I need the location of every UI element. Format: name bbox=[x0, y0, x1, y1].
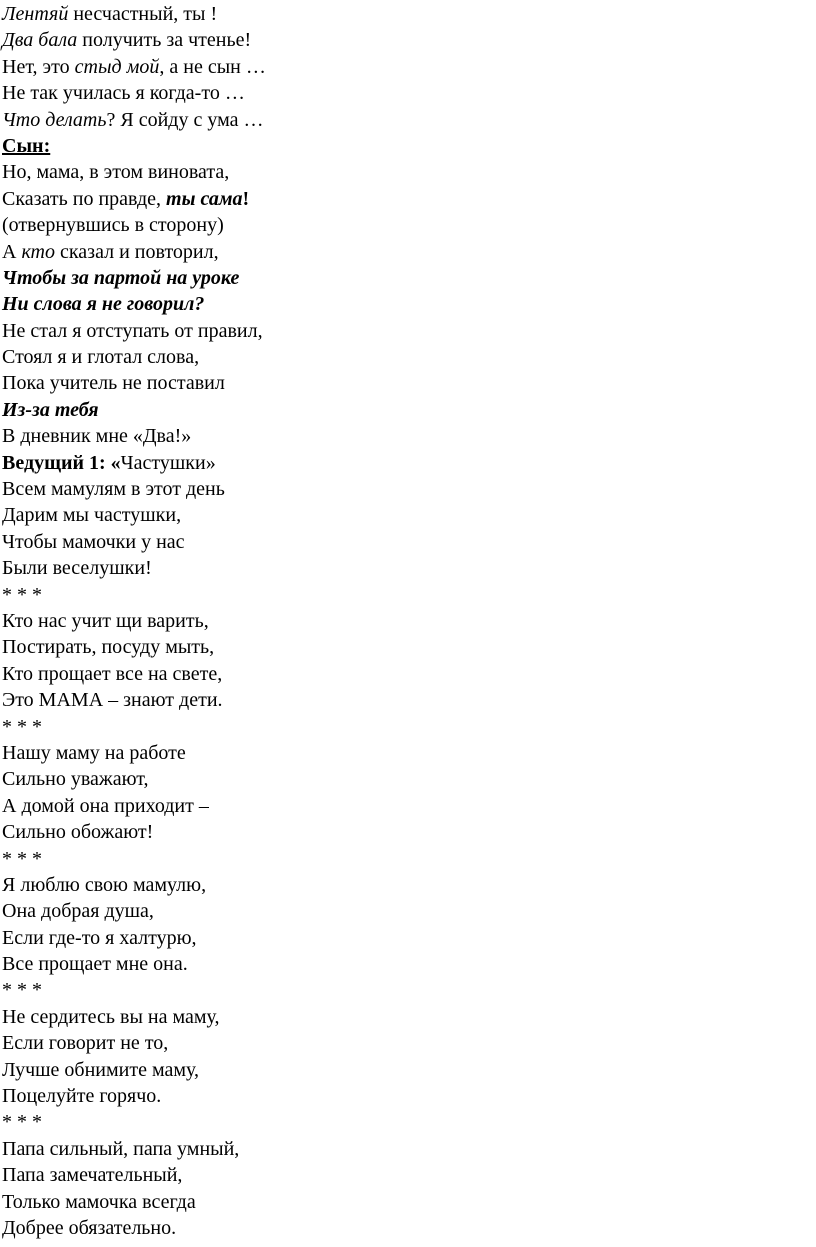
text-run: Папа замечательный, bbox=[2, 1164, 183, 1187]
text-line bbox=[2, 872, 816, 898]
text-run: Всем мамулям в этот день bbox=[2, 478, 225, 501]
text-run: * * * bbox=[2, 979, 42, 1002]
text-run: Поцелуйте горячо. bbox=[2, 1085, 162, 1108]
text-run: Кто нас учит щи варить, bbox=[2, 609, 209, 632]
document-text bbox=[2, 1, 816, 1241]
text-run: Сказать по правде, bbox=[2, 187, 167, 210]
text-run: ! bbox=[242, 187, 250, 210]
text-line bbox=[2, 397, 816, 423]
text-line bbox=[2, 1, 816, 27]
text-run: Ни слова я не говорил? bbox=[2, 293, 205, 316]
text-line bbox=[2, 687, 816, 713]
text-line bbox=[2, 186, 816, 212]
text-run: Лентяй bbox=[2, 3, 69, 25]
text-line bbox=[2, 1057, 816, 1083]
text-run: Но, мама, в этом виновата, bbox=[2, 161, 230, 184]
text-run: Пока учитель не поставил bbox=[2, 372, 225, 395]
text-run: * * * bbox=[2, 583, 42, 606]
text-line bbox=[2, 370, 816, 396]
text-line bbox=[2, 239, 816, 265]
text-line bbox=[2, 1136, 816, 1162]
text-line bbox=[2, 661, 816, 687]
text-line bbox=[2, 1215, 816, 1241]
text-run: Папа сильный, папа умный, bbox=[2, 1137, 240, 1160]
text-line bbox=[2, 159, 816, 185]
text-line bbox=[2, 344, 816, 370]
text-run: Нет, это bbox=[2, 55, 75, 78]
text-run: (отвернувшись в сторону) bbox=[2, 214, 224, 237]
text-run: Чтобы за партой на уроке bbox=[2, 266, 240, 289]
text-run: * * * bbox=[2, 715, 42, 738]
text-line bbox=[2, 54, 816, 80]
text-run: Не так училась я когда-то … bbox=[2, 82, 245, 105]
text-run: Частушки» bbox=[120, 451, 216, 474]
text-run: Кто прощает все на свете, bbox=[2, 662, 223, 685]
text-line bbox=[2, 318, 816, 344]
text-line bbox=[2, 898, 816, 924]
text-line bbox=[2, 107, 816, 133]
text-line bbox=[2, 1109, 816, 1135]
text-line bbox=[2, 608, 816, 634]
text-run: Дарим мы частушки, bbox=[2, 504, 182, 527]
text-line bbox=[2, 819, 816, 845]
text-line bbox=[2, 291, 816, 317]
text-line bbox=[2, 502, 816, 528]
text-run: стыд мой bbox=[74, 55, 160, 78]
text-line bbox=[2, 925, 816, 951]
text-run: Сильно обожают! bbox=[2, 821, 154, 844]
text-line bbox=[2, 27, 816, 53]
text-run: * * * bbox=[2, 1111, 42, 1134]
text-line bbox=[2, 450, 816, 476]
text-line bbox=[2, 977, 816, 1003]
text-run: Были веселушки! bbox=[2, 557, 152, 580]
text-line bbox=[2, 1030, 816, 1056]
text-run: А домой она приходит – bbox=[2, 794, 209, 817]
text-run: Если где-то я халтурю, bbox=[2, 926, 197, 949]
text-line bbox=[2, 1083, 816, 1109]
text-line bbox=[2, 476, 816, 502]
text-run: Чтобы мамочки у нас bbox=[2, 530, 185, 553]
text-run: Постирать, посуду мыть, bbox=[2, 636, 215, 659]
text-line bbox=[2, 846, 816, 872]
text-line bbox=[2, 714, 816, 740]
text-run: Если говорит не то, bbox=[2, 1032, 169, 1055]
text-run: Не сердитесь вы на маму, bbox=[2, 1005, 220, 1028]
text-line bbox=[2, 555, 816, 581]
text-run: Из-за тебя bbox=[2, 398, 99, 421]
text-line bbox=[2, 265, 816, 291]
text-line bbox=[2, 133, 816, 159]
text-run: ты сама bbox=[166, 187, 243, 210]
text-line bbox=[2, 634, 816, 660]
text-run: Это МАМА – знают дети. bbox=[2, 689, 223, 712]
text-run: ? Я сойду с ума … bbox=[106, 108, 264, 131]
text-run: , а не сын … bbox=[159, 55, 266, 78]
text-run: Сын: bbox=[2, 134, 51, 157]
text-line bbox=[2, 793, 816, 819]
text-run: Только мамочка всегда bbox=[2, 1190, 196, 1213]
text-run: получить за чтенье! bbox=[77, 29, 252, 52]
text-line bbox=[2, 1162, 816, 1188]
text-line bbox=[2, 951, 816, 977]
text-run: Все прощает мне она. bbox=[2, 953, 188, 976]
text-run: несчастный, ты ! bbox=[68, 3, 218, 25]
text-run: Не стал я отступать от правил, bbox=[2, 319, 263, 342]
text-run: кто bbox=[21, 240, 55, 263]
text-line bbox=[2, 80, 816, 106]
text-line bbox=[2, 423, 816, 449]
text-run: Лучше обнимите маму, bbox=[2, 1058, 200, 1081]
text-run: Я люблю свою мамулю, bbox=[2, 873, 207, 896]
text-line bbox=[2, 582, 816, 608]
text-line bbox=[2, 529, 816, 555]
text-line bbox=[2, 1004, 816, 1030]
text-run: В дневник мне «Два!» bbox=[2, 425, 192, 448]
text-run: * * * bbox=[2, 847, 42, 870]
text-run: Что делать bbox=[2, 108, 107, 131]
text-run: сказал и повторил, bbox=[55, 240, 219, 263]
text-line bbox=[2, 212, 816, 238]
text-line bbox=[2, 1189, 816, 1215]
text-run: Сильно уважают, bbox=[2, 768, 149, 791]
text-line bbox=[2, 766, 816, 792]
text-run: А bbox=[2, 240, 22, 263]
text-run: Два бала bbox=[2, 29, 78, 52]
text-run: Ведущий 1: « bbox=[2, 451, 121, 474]
text-run: Нашу маму на работе bbox=[2, 741, 186, 764]
text-run: Добрее обязательно. bbox=[2, 1216, 177, 1239]
text-run: Стоял я и глотал слова, bbox=[2, 346, 200, 369]
text-run: Она добрая душа, bbox=[2, 900, 154, 923]
text-line bbox=[2, 740, 816, 766]
